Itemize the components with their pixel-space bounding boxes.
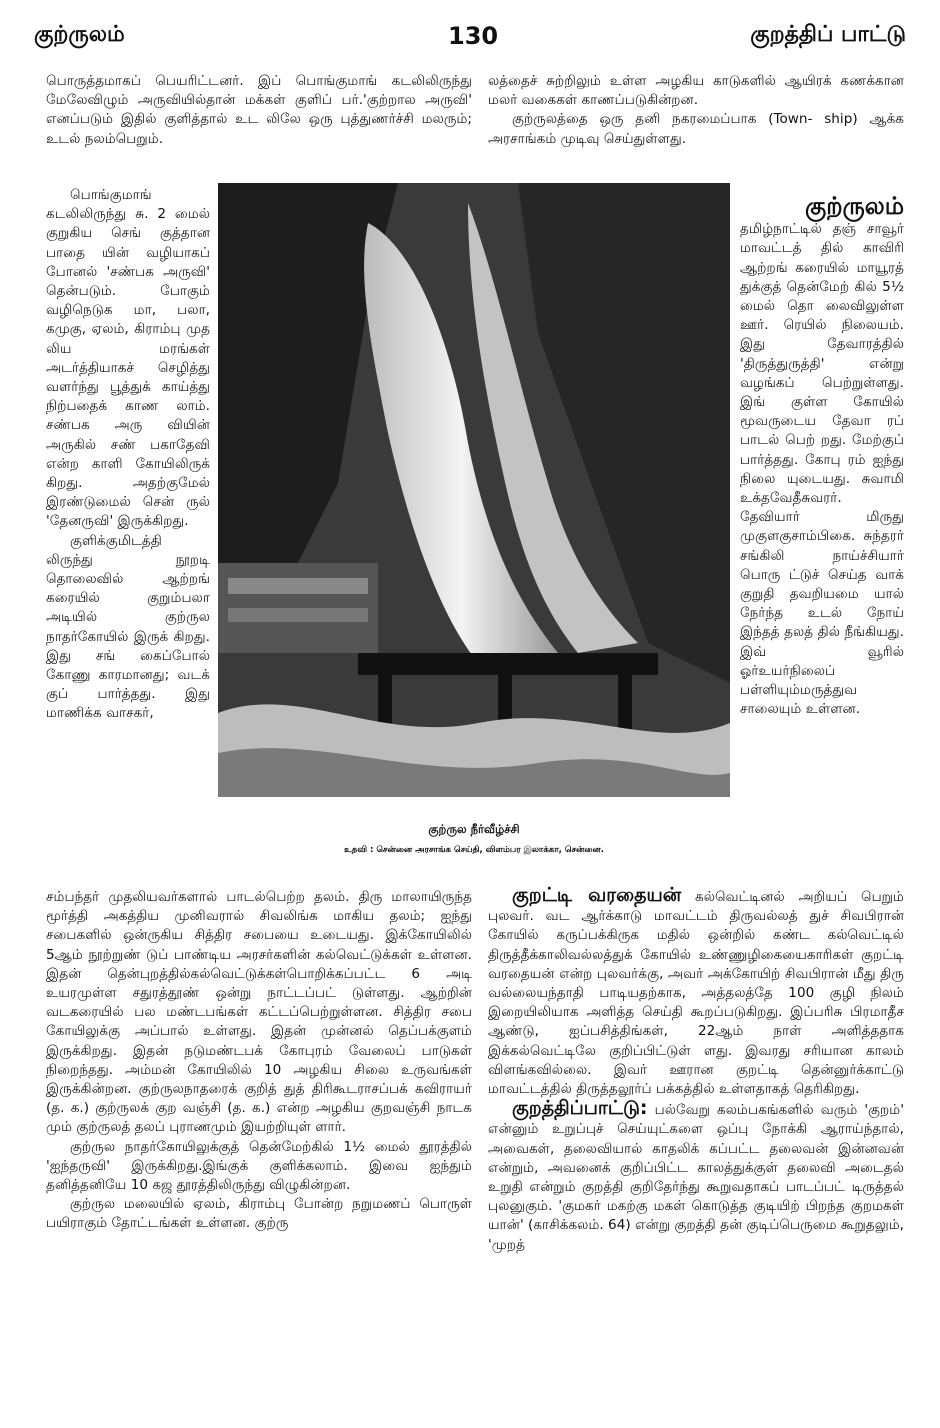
- paragraph: குற்ருல நாதர்கோயிலுக்குத் தென்மேற்கில் 1½ மைல் தூரத்தில் 'ஐந்தருவி' இருக்கிறது.இங்குக் குளிக்கலாம். இவை ஐந்தும் தனித்தனியே 10 கஜ தூரத்திலிருந்து விழுகின்றன.: [46, 1138, 472, 1194]
- right-top-column: [488, 72, 904, 149]
- paragraph: பொருத்தமாகப் பெயரிட்டனர். இப் பொங்குமாங் கடலிலிருந்து மேலேவிழும் அருவியில்தான் மக்கள் குளிப் பர்.'குற்றால அருவி' எனப்படும் இதில் குளித்தால் உட லிலே ஒரு புத்துணர்ச்சி மலரும்; உடல் நலம்பெறும்.: [46, 73, 472, 147]
- running-head-left: குற்ருலம்: [34, 22, 125, 47]
- waterfall-image: [218, 183, 730, 797]
- paragraph: பல்வேறு கலம்பகங்களில் வரும் 'குறம்' என்னும் உறுப்புச் செய்யுட்களை ஒப்பு நோக்கி ஆராய்ந்தால், அவைகள், தலைவியால் காதலிக் கப்பட்ட தலைவன் இன்னவன் என்றும், அவனைக் குறிப்பிட்ட காலத்துக்குள் தலைவி அடைதல் உறுதி என்றும் குறத்தி குறிதேர்ந்து கூறுவதாகப் பாடப்பட் டிருத்தல் புலனுகும். 'குமகர் மகற்கு மகள் கொடுத்த குடியிற் பிறந்த குறமகள் யான்' (காசிக்கலம். 64) என்று குறத்தி தன் குடிப்பெருமை கூறுதலும், 'முறத்: [488, 1102, 904, 1253]
- left-bottom-column: [46, 888, 472, 1234]
- paragraph: லத்தைச் சுற்றிலும் உள்ள அழகிய காடுகளில் ஆயிரக் கணக்கான மலர் வகைகள் காணப்படுகின்றன.: [488, 73, 904, 109]
- paragraph: கல்வெட்டினல் அறியப் பெறும் புலவர். வட ஆர்க்காடு மாவட்டம் திருவல்லத் துச் சிவபிரான் கோயில் கருப்பக்கிருக மதில் ஒன்றில் கண்ட கல்வெட்டில் திருத்தீக்காலிவல்லத்துக் கோயில் உண்ணுழிகையைகாரிகள் குறட்டி வரதையன் என்ற புலவர்க்கு, அவர் அக்கோயிற் சிவபிரான் மீது திரு வல்லையந்தாதி பாடியதற்காக, அத்தலத்தே 100 குழி நிலம் இறையிலியாக அளித்த செய்தி கூறப்படுகிறது. இப்பரிசு பிரமாதீச ஆண்டு, ஐப்பசித்திங்கள், 22ஆம் நாள் அளித்ததாக இக்கல்வெட்டிலே குறிப்பிட்டுள் ளது. இவரது சரியான காலம் விளங்கவில்லை. இவர் ஊரான குறட்டி தென்னுர்க்காட்டு மாவட்டத்தில் திருத்தலூர்ப் பக்கத்தில் உள்ளதாகத் தெரிகிறது.: [488, 889, 905, 1098]
- entry-heading: குற்ருலம்: [805, 192, 904, 220]
- entry-heading: குறத்திப்பாட்டு:: [512, 1097, 648, 1120]
- photo-caption: குற்ருல நீர்வீழ்ச்சி: [428, 822, 520, 836]
- entry-heading: குறட்டி வரதையன்: [512, 884, 682, 906]
- paragraph: தமிழ்நாட்டில் தஞ் சாவூர் மாவட்டத் தில் காவிரி ஆற்றங் கரையில் மாயூரத் துக்குத் தென்மேற் கில் 5½ மைல் தொ லைவிலுள்ள ஊர். ரெயில் நிலையம். இது தேவாரத்தில் 'திருத்துருத்தி' என்று வழங்கப் பெற்றுள்ளது. இங் குள்ள கோயில் மூவருடைய தேவா ரப் பாடல் பெற் றது. மேற்குப் பார்த்தது. கோபு ரம் ஐந்து நிலை யுடையது. சுவாமி உக்தவேதீசுவரர். தேவியார் மிருது முகுளகுசாம்பிகை. சுந்தரர் சங்கிலி நாய்ச்சியார் பொரு ட்டுச் செய்த வாக் குறுதி தவறியமை யால் நேர்ந்த உடல் நோய் இந்தத் தலத் தில் நீங்கியது. இவ் வூரில் ஓர்உயர்நிலைப் பள்ளியும்மருத்துவ சாலையும் உள்ளன.: [740, 221, 904, 718]
- left-narrow-column: [46, 186, 210, 724]
- right-narrow-column: [740, 193, 904, 719]
- page-number: 130: [448, 22, 499, 50]
- paragraph: சம்பந்தர் முதலியவர்களால் பாடல்பெற்ற தலம். திரு மாலாயிருந்த மூர்த்தி அகத்திய முனிவரால் சிவலிங்க மாகிய தலம்; ஐந்து சபைகளில் ஒன்ருகிய சித்திர சபையை உடையது. இக்கோயிலில் 5ஆம் நூற்றுண் டுப் பாண்டிய அரசர்களின் கல்வெட்டுக்கள் உள்ளன. இதன் தென்புறத்தில்கல்வெட்டுக்கள்பொறிக்கப்பட்ட 6 அடி உயரமுள்ள சதுரத்தூண் ஒன்று நாட்டப்பட் டுள்ளது. ஆற்றின் வடகரையில் பல மண்டபங்கள் கட்டப்பெற்றுள்ளன. சித்திர சபை கோயிலுக்கு அப்பால் உள்ளது. இதன் முன்னல் தெப்பக்குளம் இருக்கிறது. இதன் நடுமண்டபக் கோபுரம் வேலைப் பாடுகள் நிறைந்தது. அம்மன் கோயிலில் 10 அழகிய சிலை உருவங்கள் இருக்கின்றன. குற்ருலநாதரைக் குறித் துத் திரிகூடராசப்பக் கவிராயர் (த. க.) குற்ருலக் குற வஞ்சி (த. க.) என்ற அழகிய குறவஞ்சி நாடக மும் குற்ருலத் தலப் புராணமும் இயற்றியுள் ளார்.: [46, 889, 472, 1136]
- left-top-paragraph: [46, 72, 472, 149]
- paragraph: குற்ருல மலையில் ஏலம், கிராம்பு போன்ற நறுமணப் பொருள் பயிராகும் தோட்டங்கள் உள்ளன. குற்ரு: [46, 1196, 472, 1232]
- waterfall-photo: [218, 183, 730, 797]
- right-bottom-column: [488, 886, 904, 1255]
- photo-credit: உதவி : சென்னை அரசாங்க செய்தி, விளம்பர இலாக்கா, சென்னை.: [344, 845, 604, 855]
- paragraph: பொங்குமாங் கடலிலிருந்து சு. 2 மைல் குறுகிய செங் குத்தான பாதை யின் வழியாகப் போனல் 'சண்பக அருவி' தென்படும். போகும் வழிநெடுக மா, பலா, கமுகு, ஏலம், கிராம்பு முத லிய மரங்கள் அடர்த்தியாகச் செழித்து வளர்ந்து பூத்துக் காய்த்து நிற்பதைக் காண லாம். சண்பக அரு வியின் அருகில் சண் பகாதேவி என்ற காளி கோயிலிருக் கிறது. அதற்குமேல் இரண்டுமைல் சென் ருல் 'தேனருவி' இருக்கிறது.: [46, 187, 210, 530]
- paragraph: குற்ருலத்தை ஒரு தனி நகரமைப்பாக (Town- ship) ஆக்க அரசாங்கம் முடிவு செய்துள்ளது.: [488, 111, 904, 147]
- running-head-right: குறத்திப் பாட்டு: [750, 22, 906, 47]
- paragraph: குளிக்குமிடத்தி லிருந்து நூறடி தொலைவில் ஆற்றங் கரையில் குறும்பலா அடியில் குற்ருல நாதர்கோயில் இருக் கிறது. இது சங் கைப்போல் கோணு காரமானது; வடக் குப் பார்த்தது. இது மாணிக்க வாசகர்,: [46, 532, 210, 722]
